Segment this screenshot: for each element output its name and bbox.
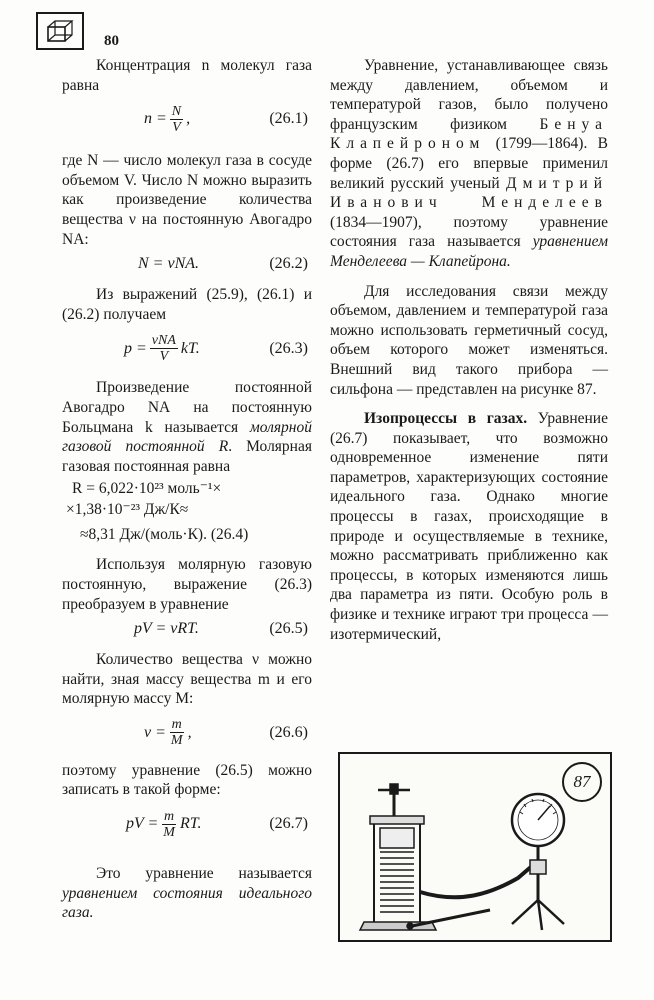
equation-26-1: n = $\frac{N}{V}$ , (26.1)	[62, 95, 312, 143]
paragraph: где N — число молекул газа в сосуде объемом V. Число N можно выразить как произведение количества вещества ν на постоянную Авогадро NА:	[62, 152, 312, 248]
equation-number: (26.7)	[269, 815, 308, 833]
equation-26-5: pV = νRT. (26.5)	[62, 614, 312, 644]
section-icon	[36, 12, 84, 50]
paragraph: Концентрация n молекул газа равна	[62, 57, 312, 94]
equation-number: (26.5)	[269, 620, 308, 638]
page-number: 80	[104, 33, 119, 49]
paragraph: Изопроцессы в газах. Уравнение (26.7) показывает, что возможно одновременное изменение пяти параметров, характеризующих состояние идеального газа. Однако многие процессы в газах, происходящие в природе и осуществляемые в технике, можно рассматривать приближенно как процессы, в которых изменяются лишь два параметра из пяти. Особую роль в физике и технике играют три процесса — изотермический,	[330, 410, 608, 643]
equation-26-3: p = $\frac{\text{νNА}}{V}$ kT. (26.3)	[62, 324, 312, 372]
equation-number: (26.6)	[269, 724, 308, 742]
paragraph: Произведение постоянной Авогадро NА на постоянную Больцмана k называется молярной газовой постоянной R. Молярная газовая постоянная равна	[62, 379, 312, 475]
equation-26-6: ν = $\frac{m}{M}$ , (26.6)	[62, 709, 312, 757]
paragraph: Уравнение, устанавливающее связь между давлением, объемом и температурой газов, было получено французским физиком Бенуа Клапейроном (1799—1864). В форме (26.7) его впервые применил великий русский ученый Дмитрий Иванович Менделеев (1834—1907), поэтому уравнение состояния газа называется уравнением Менделеева — Клапейрона.	[330, 57, 608, 270]
left-column	[62, 50, 312, 923]
paragraph: поэтому уравнение (26.5) можно записать в такой форме:	[62, 761, 312, 799]
equation-number: (26.2)	[269, 255, 308, 273]
paragraph: Количество вещества ν можно найти, зная массу вещества m и его молярную массу M:	[62, 651, 312, 708]
right-column	[330, 50, 608, 644]
paragraph: Используя молярную газовую постоянную, выражение (26.3) преобразуем в уравнение	[62, 556, 312, 613]
equation-26-2: N = νNА. (26.2)	[62, 249, 312, 279]
equation-number: (26.1)	[269, 110, 308, 128]
equation-number: (26.3)	[269, 339, 308, 357]
gas-constant-value: R = 6,022·10²³ моль⁻¹× ×1,38·10⁻²³ Дж/К≈ ≈8,31 Дж/(моль·К). (26.4)	[66, 480, 249, 544]
paragraph: Для исследования связи между объемом, давлением и температурой газа можно использовать герметичный сосуд, объем которого может изменяться. Внешний вид такого прибора — сильфона — представлен на рисунке 87.	[330, 282, 608, 398]
bellows-illustration	[340, 754, 610, 940]
figure-number: 87	[562, 762, 602, 802]
figure-bellows-apparatus	[338, 752, 612, 942]
paragraph: Из выражений (25.9), (26.1) и (26.2) получаем	[62, 286, 312, 323]
paragraph: Это уравнение называется уравнением состояния идеального газа.	[62, 865, 312, 922]
equation-26-7: pV = $\frac{m}{M}$ RT. (26.7)	[62, 800, 312, 848]
